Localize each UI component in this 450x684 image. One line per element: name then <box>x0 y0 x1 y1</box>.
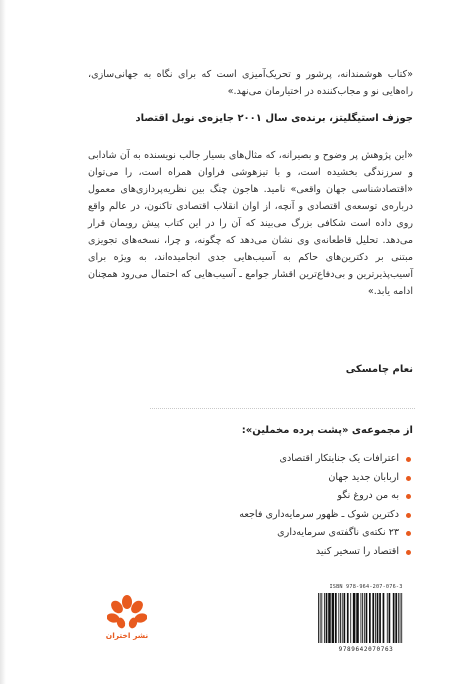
series-book-item: اعترافات یک جنایتکار اقتصادی <box>173 450 413 469</box>
publisher-name: نشر اختران <box>105 631 149 640</box>
series-book-item: اقتصاد را تسخیر کنید <box>173 543 413 562</box>
series-title: از مجموعه‌ی «پشت پرده مخملین»: <box>241 425 413 436</box>
series-book-item: ۲۳ نکته‌ی ناگفته‌ی سرمایه‌داری <box>173 524 413 543</box>
series-book-item: به من دروغ نگو <box>173 487 413 506</box>
series-book-item: دکترین شوک ـ ظهور سرمایه‌داری فاجعه <box>173 506 413 525</box>
barcode-number: 9789642070763 <box>338 646 394 653</box>
quote-stiglitz-author: جوزف استیگلیتز، برنده‌ی سال ۲۰۰۱ جایزه‌ی نوبل اقتصاد <box>135 113 413 124</box>
series-book-item: اربابان جدید جهان <box>173 469 413 488</box>
series-book-list <box>173 450 413 562</box>
barcode-graphic <box>316 593 416 645</box>
quote-stiglitz: «کتاب هوشمندانه، پرشور و تحریک‌آمیزی است که برای نگاه به جهانی‌سازی، راه‌هایی نو و مجاب‌کننده در اختیارمان می‌نهد.» <box>88 69 413 97</box>
flower-logo-icon <box>107 594 147 630</box>
publisher-logo <box>101 594 153 640</box>
page-edge-shadow <box>0 0 6 684</box>
barcode-area <box>310 584 422 658</box>
quote-chomsky: «این پژوهش پر وضوح و بصیرانه، که مثال‌های بسیار جالب نویسنده به آن شادابی و سرزندگی بخشیده است، و با تیزهوشی فراوان همراه است، را می‌توان «اقتصادشناسی جهان واقعی» نامید. هاجون چنگ بین نظریه‌پردازی‌های معمول درباره‌ی توسعه‌ی اقتصادی و آنچه، از اوان انقلاب اقتصادی تاکنون، در عالم واقع روی داده است شکافی بزرگ می‌بیند که آن را در این کتاب پیش رویمان قرار می‌دهد. تحلیل قاطعانه‌ی وی نشان می‌دهد که چگونه، و چرا، نسخه‌های تجویزی مبتنی بر دکترین‌های حاکم به آسیب‌هایی جدی انجامیده‌اند، به ویژه برای آسیب‌پذیرترین و بی‌دفاع‌ترین اقشار جوامع ـ آسیب‌هایی که احتمال می‌رود همچنان ادامه یابد.» <box>88 150 413 297</box>
isbn-label: ISBN 978-964-207-076-3 <box>329 584 403 590</box>
quote-chomsky-author: نعام چامسکی <box>345 364 413 375</box>
dotted-divider <box>150 408 415 409</box>
